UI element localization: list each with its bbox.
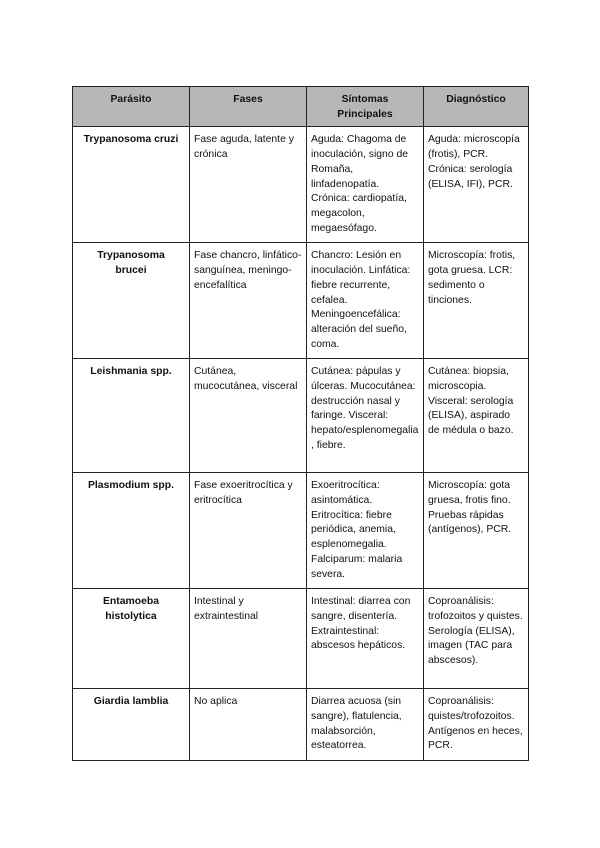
cell-parasite: Leishmania spp.	[73, 359, 190, 473]
document-page	[72, 86, 528, 761]
cell-diagnosis: Coproanálisis: quistes/trofozoitos. Antígenos en heces, PCR.	[424, 689, 529, 761]
cell-phases: Fase exoeritrocítica y eritrocítica	[190, 473, 307, 589]
header-diagnosis: Diagnóstico	[424, 87, 529, 127]
cell-parasite: Entamoeba histolytica	[73, 589, 190, 689]
cell-diagnosis: Coproanálisis: trofozoitos y quistes. Serología (ELISA), imagen (TAC para abscesos).	[424, 589, 529, 689]
table-header	[73, 87, 529, 127]
cell-symptoms: Exoeritrocítica: asintomática. Eritrocítica: fiebre periódica, anemia, esplenomegalia. Falciparum: malaria severa.	[307, 473, 424, 589]
cell-phases: Cutánea, mucocutánea, visceral	[190, 359, 307, 473]
header-parasite: Parásito	[73, 87, 190, 127]
cell-symptoms: Chancro: Lesión en inoculación. Linfática: fiebre recurrente, cefalea. Meningoencefálica: alteración del sueño, coma.	[307, 243, 424, 359]
cell-diagnosis: Cutánea: biopsia, microscopia. Visceral: serología (ELISA), aspirado de médula o bazo.	[424, 359, 529, 473]
table-row	[73, 127, 529, 243]
table-row	[73, 473, 529, 589]
cell-parasite: Trypanosoma brucei	[73, 243, 190, 359]
header-row	[73, 87, 529, 127]
table-body	[73, 127, 529, 761]
cell-diagnosis: Microscopía: frotis, gota gruesa. LCR: sedimento o tinciones.	[424, 243, 529, 359]
cell-symptoms: Intestinal: diarrea con sangre, disentería. Extraintestinal: abscesos hepáticos.	[307, 589, 424, 689]
header-phases: Fases	[190, 87, 307, 127]
table-row	[73, 359, 529, 473]
cell-parasite: Trypanosoma cruzi	[73, 127, 190, 243]
cell-symptoms: Diarrea acuosa (sin sangre), flatulencia, malabsorción, esteatorrea.	[307, 689, 424, 761]
table-row	[73, 689, 529, 761]
cell-symptoms: Cutánea: pápulas y úlceras. Mucocutánea: destrucción nasal y faringe. Visceral: hepato/esplenomegalia, fiebre.	[307, 359, 424, 473]
header-symptoms: Síntomas Principales	[307, 87, 424, 127]
table-row	[73, 243, 529, 359]
cell-phases: Intestinal y extraintestinal	[190, 589, 307, 689]
cell-symptoms: Aguda: Chagoma de inoculación, signo de Romaña, linfadenopatía. Crónica: cardiopatía, megacolon, megaesófago.	[307, 127, 424, 243]
parasite-table	[72, 86, 529, 761]
cell-phases: Fase chancro, linfático-sanguínea, meningo-encefalítica	[190, 243, 307, 359]
cell-phases: No aplica	[190, 689, 307, 761]
cell-parasite: Plasmodium spp.	[73, 473, 190, 589]
cell-diagnosis: Microscopía: gota gruesa, frotis fino. Pruebas rápidas (antígenos), PCR.	[424, 473, 529, 589]
table-row	[73, 589, 529, 689]
cell-parasite: Giardia lamblia	[73, 689, 190, 761]
cell-phases: Fase aguda, latente y crónica	[190, 127, 307, 243]
cell-diagnosis: Aguda: microscopía (frotis), PCR. Crónica: serología (ELISA, IFI), PCR.	[424, 127, 529, 243]
